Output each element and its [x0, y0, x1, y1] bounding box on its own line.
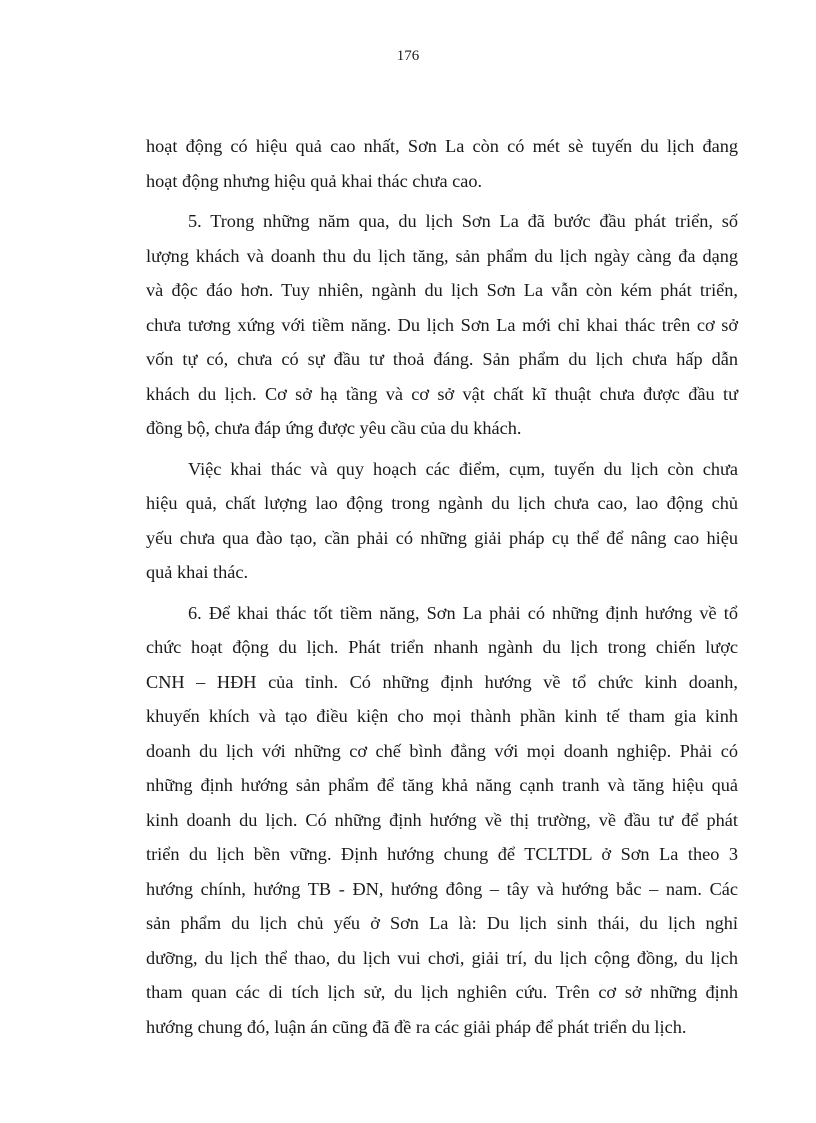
text-line: hoạt động có hiệu quả cao nhất, Sơn La còn có mét sè tuyến du lịch đang [146, 136, 738, 156]
text-line: đồng bộ, chưa đáp ứng được yêu cầu của du khách. [146, 418, 522, 438]
text-line: 5. Trong những năm qua, du lịch Sơn La đã bước đầu phát triển, số [188, 211, 738, 231]
text-line: kinh doanh du lịch. Có những định hướng về thị trường, về đầu tư để phát [146, 809, 738, 830]
text-line: hướng chung đó, luận án cũng đã đề ra các giải pháp để phát triển du lịch. [146, 1016, 687, 1037]
text-line: Việc khai thác và quy hoạch các điểm, cụm, tuyến du lịch còn chưa [188, 458, 738, 479]
body-text [146, 129, 738, 1044]
text-line: khuyến khích và tạo điều kiện cho mọi thành phần kinh tế tham gia kinh [146, 706, 738, 726]
text-line: doanh du lịch với những cơ chế bình đẳng với mọi doanh nghiệp. Phải có [146, 740, 738, 761]
text-line: lượng khách và doanh thu du lịch tăng, sản phẩm du lịch ngày càng đa dạng [146, 245, 738, 266]
text-line: và độc đáo hơn. Tuy nhiên, ngành du lịch Sơn La vẫn còn kém phát triển, [146, 280, 738, 300]
text-line: 6. Để khai thác tốt tiềm năng, Sơn La phải có những định hướng về tổ [188, 602, 738, 623]
text-line: sản phẩm du lịch chủ yếu ở Sơn La là: Du lịch sinh thái, du lịch nghỉ [146, 913, 738, 933]
text-line: yếu chưa qua đào tạo, cần phải có những giải pháp cụ thể để nâng cao hiệu [146, 527, 738, 548]
text-line: chưa tương xứng với tiềm năng. Du lịch Sơn La mới chỉ khai thác trên cơ sở [146, 314, 738, 335]
paragraph-p1 [146, 129, 738, 198]
paragraph-p3 [146, 452, 738, 590]
text-line: khách du lịch. Cơ sở hạ tầng và cơ sở vật chất kĩ thuật chưa được đầu tư [146, 383, 738, 404]
paragraph-p2 [146, 204, 738, 446]
text-line: hướng chính, hướng TB - ĐN, hướng đông – tây và hướng bắc – nam. Các [146, 878, 738, 899]
text-line: triển du lịch bền vững. Định hướng chung để TCLTDL ở Sơn La theo 3 [146, 844, 738, 864]
page-number: 176 [396, 48, 420, 64]
paragraph-p4 [146, 596, 738, 1045]
text-line: tham quan các di tích lịch sử, du lịch nghiên cứu. Trên cơ sở những định [146, 982, 738, 1002]
text-line: hiệu quả, chất lượng lao động trong ngành du lịch chưa cao, lao động chủ [146, 493, 738, 513]
text-line: quả khai thác. [146, 562, 249, 582]
text-line: CNH – HĐH của tỉnh. Có những định hướng về tổ chức kinh doanh, [146, 671, 738, 692]
text-line: vốn tự có, chưa có sự đầu tư thoả đáng. Sản phẩm du lịch chưa hấp dẫn [146, 349, 738, 369]
text-line: những định hướng sản phẩm để tăng khả năng cạnh tranh và tăng hiệu quả [146, 775, 738, 795]
text-line: chức hoạt động du lịch. Phát triển nhanh ngành du lịch trong chiến lược [146, 637, 738, 657]
text-line: hoạt động nhưng hiệu quả khai thác chưa cao. [146, 170, 483, 191]
text-line: dưỡng, du lịch thể thao, du lịch vui chơi, giải trí, du lịch cộng đồng, du lịch [146, 947, 738, 968]
